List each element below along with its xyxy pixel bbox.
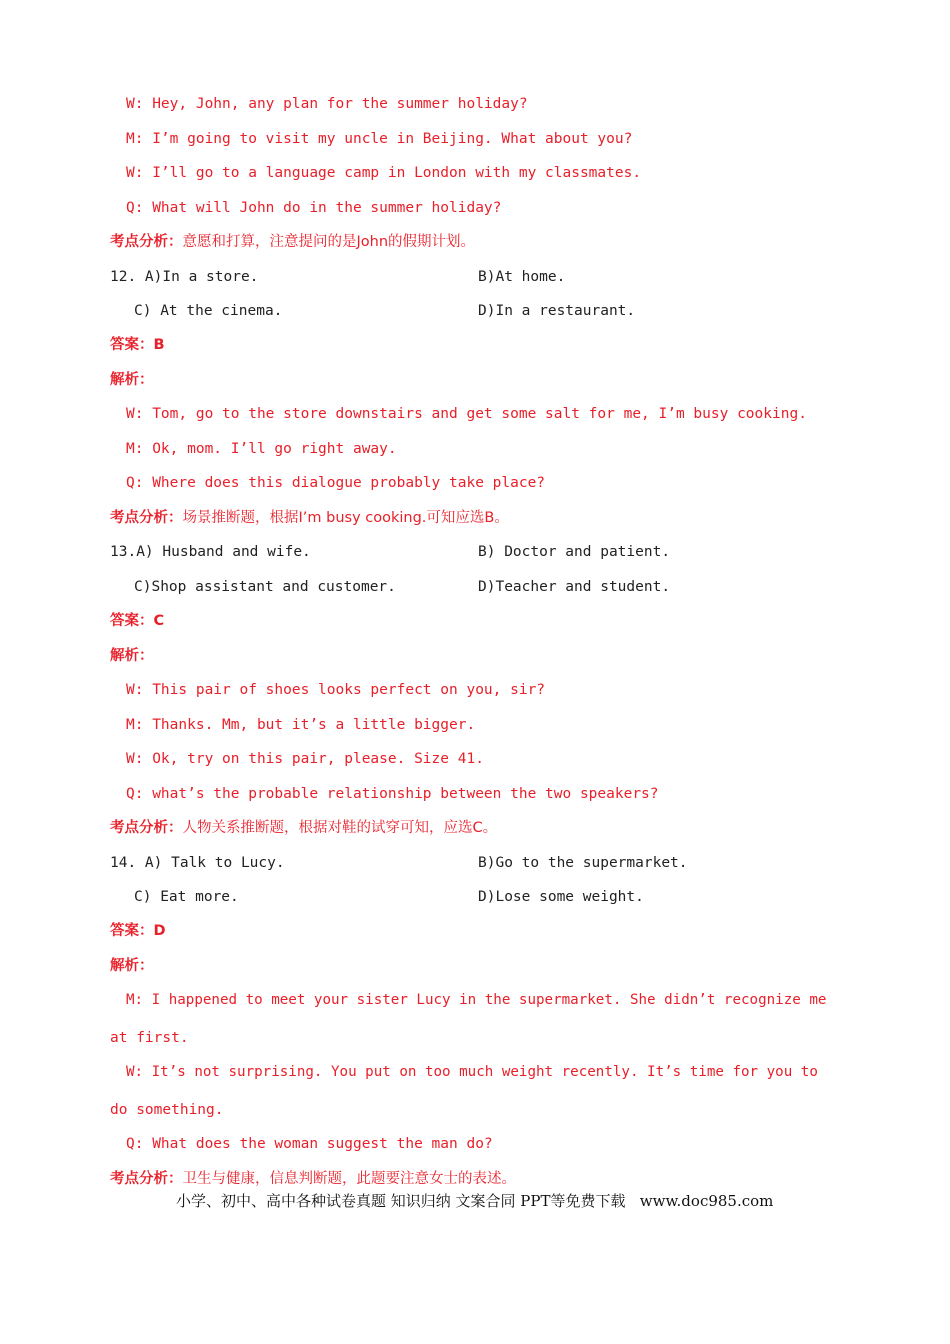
analysis-point-text: 场景推断题，根据I’m busy cooking.可知应选B。 <box>182 510 509 526</box>
option-c: C)Shop assistant and customer. <box>134 579 396 595</box>
answer-value: C <box>153 613 165 629</box>
dialogue-line: do something. <box>110 1102 224 1118</box>
dialogue-line: M: Ok, mom. I’ll go right away. <box>126 441 397 457</box>
analysis-point <box>110 508 509 528</box>
analysis-point-text: 卫生与健康，信息判断题，此题要注意女士的表述。 <box>182 1171 516 1187</box>
dialogue-line: Q: What will John do in the summer holiday? <box>126 200 502 216</box>
answer-label: 答案： <box>110 613 154 629</box>
dialogue-line: at first. <box>110 1030 189 1046</box>
answer-line <box>110 921 166 941</box>
explanation-label: 解析： <box>110 372 154 388</box>
analysis-point-label: 考点分析： <box>110 820 183 836</box>
dialogue-line: Q: What does the woman suggest the man do? <box>126 1136 493 1152</box>
explanation-label: 解析： <box>110 958 154 974</box>
dialogue-line: W: I’ll go to a language camp in London with my classmates. <box>126 165 642 181</box>
answer-value: D <box>153 923 166 939</box>
answer-label: 答案： <box>110 337 154 353</box>
option-c: C) Eat more. <box>134 889 239 905</box>
option-a: 13.A) Husband and wife. <box>110 544 311 560</box>
analysis-point <box>110 232 475 252</box>
dialogue-line: M: I’m going to visit my uncle in Beijing. What about you? <box>126 131 633 147</box>
option-b: B) Doctor and patient. <box>478 544 671 560</box>
analysis-point-text: 人物关系推断题，根据对鞋的试穿可知，应选C。 <box>182 820 498 836</box>
answer-line <box>110 611 164 631</box>
dialogue-line: W: Tom, go to the store downstairs and get some salt for me, I’m busy cooking. <box>126 406 807 422</box>
explanation-label-line <box>110 956 154 976</box>
dialogue-line: Q: what’s the probable relationship between the two speakers? <box>126 786 659 802</box>
option-a: 12. A)In a store. <box>110 269 259 285</box>
dialogue-line: Q: Where does this dialogue probably take place? <box>126 475 546 491</box>
option-d: D)In a restaurant. <box>478 303 636 319</box>
dialogue-line: M: Thanks. Mm, but it’s a little bigger. <box>126 717 476 733</box>
dialogue-line: W: This pair of shoes looks perfect on you, sir? <box>126 682 546 698</box>
dialogue-line: W: It’s not surprising. You put on too much weight recently. It’s time for you to <box>126 1064 818 1080</box>
analysis-point-label: 考点分析： <box>110 234 183 250</box>
explanation-label-line <box>110 370 154 390</box>
analysis-point <box>110 1169 516 1189</box>
option-b: B)Go to the supermarket. <box>478 855 688 871</box>
analysis-point <box>110 818 497 838</box>
option-d: D)Teacher and student. <box>478 579 671 595</box>
option-a: 14. A) Talk to Lucy. <box>110 855 285 871</box>
page-footer: 小学、初中、高中各种试卷真题 知识归纳 文案合同 PPT等免费下载 www.doc985.com <box>176 1192 774 1210</box>
dialogue-line: M: I happened to meet your sister Lucy in the supermarket. She didn’t recognize me <box>126 992 827 1008</box>
answer-value: B <box>153 337 165 353</box>
answer-line <box>110 335 165 355</box>
option-d: D)Lose some weight. <box>478 889 644 905</box>
explanation-label: 解析： <box>110 648 154 664</box>
dialogue-line: W: Ok, try on this pair, please. Size 41. <box>126 751 484 767</box>
analysis-point-label: 考点分析： <box>110 510 183 526</box>
answer-label: 答案： <box>110 923 154 939</box>
dialogue-line: W: Hey, John, any plan for the summer holiday? <box>126 96 528 112</box>
option-b: B)At home. <box>478 269 566 285</box>
option-c: C) At the cinema. <box>134 303 283 319</box>
analysis-point-label: 考点分析： <box>110 1171 183 1187</box>
analysis-point-text: 意愿和打算，注意提问的是John的假期计划。 <box>182 234 476 250</box>
explanation-label-line <box>110 646 154 666</box>
